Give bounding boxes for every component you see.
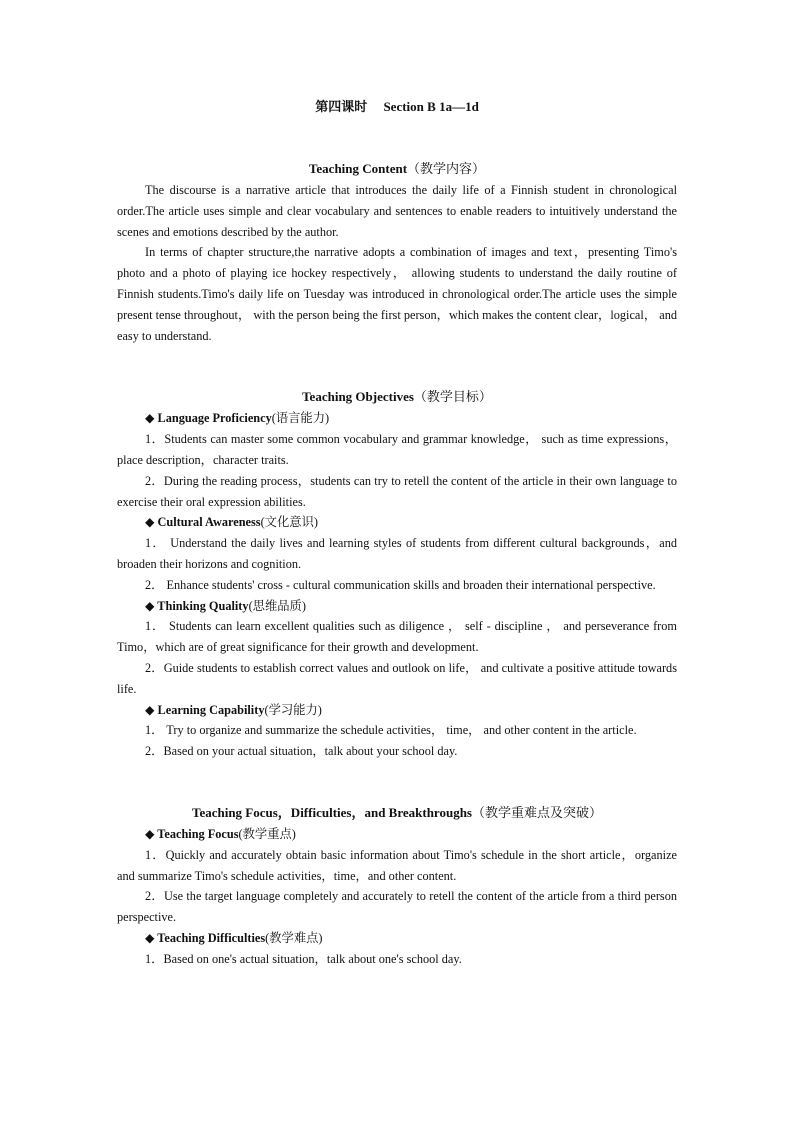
content-paragraph-2: In terms of chapter structure,the narrative adopts a combination of images and text，presenting Timo's photo and a photo of playing ice hockey respectively， allowing students to understand the daily routine of Finnish students.Timo's daily life on Tuesday was introduced in chronological order.The article uses the simple present tense throughout， with the person being the first person，which makes the content clear，logical， and easy to understand.	[117, 245, 677, 343]
cultural-awareness-title: ◆ Cultural Awareness	[145, 515, 261, 530]
teaching-focus-heading	[117, 802, 677, 824]
objective-item: 2．Guide students to establish correct values and outlook on life， and cultivate a positive attitude towards life.	[117, 660, 677, 696]
teaching-difficulties-title-cn: (教学难点)	[265, 930, 323, 945]
thinking-quality-title: ◆ Thinking Quality	[145, 598, 249, 613]
language-proficiency-title: ◆ Language Proficiency	[145, 411, 272, 426]
teaching-focus-heading-cn: （教学重难点及突破）	[472, 804, 603, 820]
cultural-awareness-title-cn: (文化意识)	[260, 515, 318, 530]
teaching-objectives-heading	[117, 386, 677, 408]
teaching-difficulties-title: ◆ Teaching Difficulties	[145, 930, 266, 945]
teaching-focus-title: ◆ Teaching Focus	[145, 826, 239, 841]
objective-group-title	[117, 700, 677, 721]
content-paragraph-1: The discourse is a narrative article that introduces the daily life of a Finnish student in chronological order.The article uses simple and clear vocabulary and sentences to enable readers to intuitively understand the scenes and emotions described by the author.	[117, 183, 677, 239]
objective-item: 1． Try to organize and summarize the schedule activities， time， and other content in the article.	[145, 723, 637, 738]
teaching-content-heading-cn: （教学内容）	[407, 161, 486, 176]
objective-item: 1．Students can master some common vocabulary and grammar knowledge， such as time expressions，place description，character traits.	[117, 432, 677, 467]
objective-item: 1． Understand the daily lives and learning styles of students from different cultural backgrounds，and broaden their horizons and cognition.	[117, 536, 677, 571]
teaching-focus-heading-en: Teaching Focus，Difficulties，and Breakthroughs	[191, 804, 472, 820]
focus-group-title	[117, 824, 677, 845]
objective-item: 2．During the reading process，students can try to retell the content of the article in their own language to exercise their oral expression abilities.	[117, 473, 677, 509]
teaching-focus-section	[117, 802, 677, 970]
learning-capability-title: ◆ Learning Capability	[145, 702, 265, 717]
learning-capability-title-cn: (学习能力)	[264, 702, 322, 717]
objective-group-title	[117, 408, 677, 429]
teaching-objectives-heading-en: Teaching Objectives	[302, 389, 414, 405]
focus-group-title	[117, 928, 677, 949]
lesson-title: 第四课时 Section B 1a—1d	[315, 99, 479, 114]
objective-group-title	[117, 512, 677, 533]
focus-item: 1．Based on one's actual situation，talk about one's school day.	[145, 951, 462, 966]
teaching-objectives-section	[117, 386, 677, 762]
teaching-focus-title-cn: (教学重点)	[238, 826, 296, 841]
objective-group-title	[117, 596, 677, 617]
teaching-objectives-heading-cn: （教学目标）	[413, 389, 492, 405]
objective-item: 2． Enhance students' cross - cultural communication skills and broaden their international perspective.	[145, 577, 656, 592]
objective-item: 2．Based on your actual situation，talk about your school day.	[145, 744, 458, 759]
teaching-content-heading-en: Teaching Content	[308, 161, 408, 176]
objective-item: 1． Students can learn excellent qualities such as diligence ， self - discipline ， and perseverance from Timo，which are of great significance for their growth and development.	[117, 619, 677, 655]
teaching-content-heading	[117, 158, 677, 180]
focus-item: 2．Use the target language completely and accurately to retell the content of the article from a third person perspective.	[117, 889, 677, 925]
focus-item: 1．Quickly and accurately obtain basic information about Timo's schedule in the short article，organize and summarize Timo's schedule activities，time，and other content.	[117, 847, 677, 883]
teaching-content-section	[117, 158, 677, 346]
thinking-quality-title-cn: (思维品质)	[248, 598, 306, 613]
language-proficiency-title-cn: (语言能力)	[271, 411, 330, 426]
document-page	[117, 96, 677, 970]
